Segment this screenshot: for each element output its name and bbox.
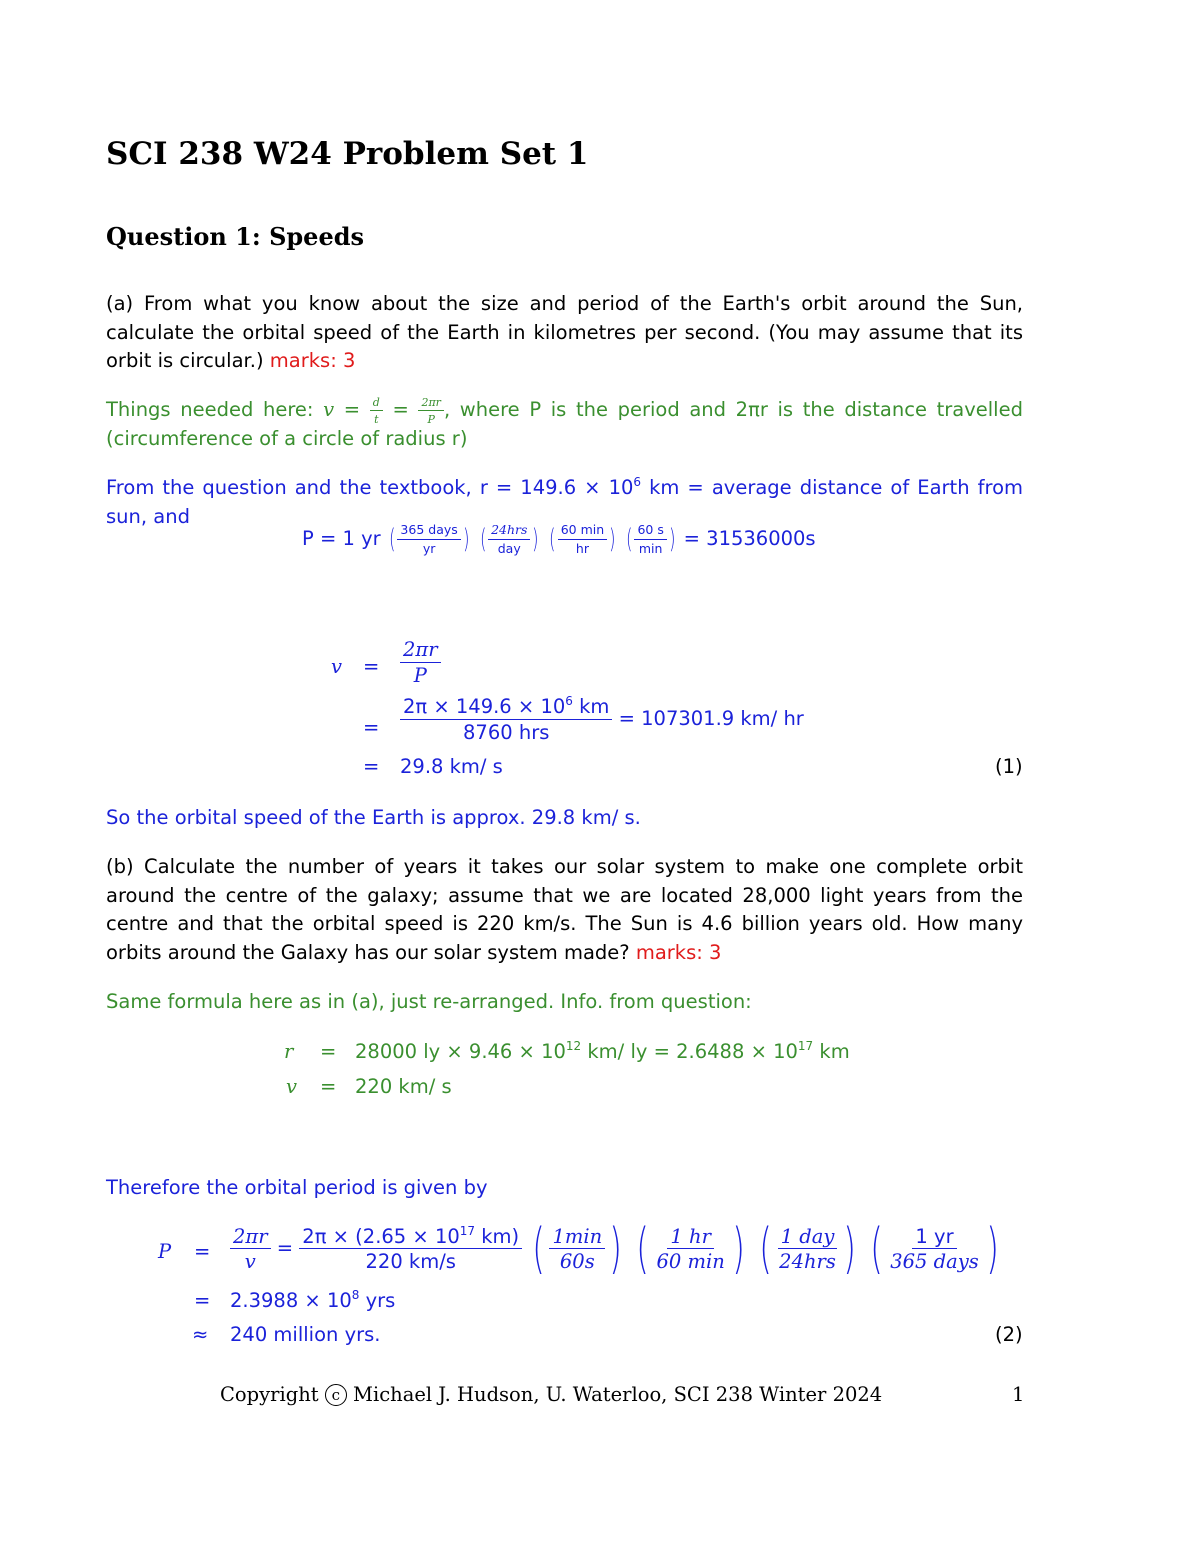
- part-a-question: [106, 290, 1023, 376]
- part-b-question: [106, 853, 1023, 967]
- part-a-hint: Things needed here: v = $\frac{d}{t}$ = $\frac{2\pi r}{P}$ , where P is the period and 2πr is the distance travelled (circumference of a circle of radius r): [106, 395, 1023, 450]
- conv-frac-4: $\frac{1 yr}{\text{365 days}}$: [890, 1224, 979, 1273]
- part-a-marks: marks: 3: [269, 349, 356, 372]
- v-step-2-result: = 107301.9 km/ hr: [618, 707, 804, 730]
- p-result-2: 240 million yrs.: [230, 1323, 381, 1346]
- eq-sign-2: =: [363, 716, 380, 739]
- question-heading: Question 1: Speeds: [106, 222, 365, 251]
- document-title: SCI 238 W24 Problem Set 1: [106, 136, 589, 172]
- v-label: v: [331, 655, 343, 678]
- part-b-marks: marks: 3: [635, 940, 722, 964]
- part-b-question-text: (b) Calculate the number of years it takes our solar system to make one complete orbit around the centre of the galaxy; assume that we are located 28,000 light years from the centre and that the orbital speed is 220 km/s. The Sun is 4.6 billion years old. How many orbits around the Galaxy has our solar system made?: [106, 855, 1023, 964]
- v-step-1: $\frac{2\pi r}{P}$: [400, 640, 441, 685]
- footer-copyright: Copyright c Michael J. Hudson, U. Waterloo, SCI 238 Winter 2024: [220, 1383, 883, 1406]
- v-eq-sign-b: =: [320, 1075, 337, 1098]
- r-eq-sign: =: [320, 1040, 337, 1063]
- given-line: From the question and the textbook, r = 149.6 × 10: [106, 476, 634, 499]
- part-b-hint: Same formula here as in (a), just re-arranged. Info. from question:: [106, 990, 752, 1013]
- v-step-2: $\frac{2\pi \times 149.6 \times 10^6 km}{\text{8760 hrs}}$ = 107301.9 km/ hr: [400, 697, 804, 742]
- page-number: 1: [1012, 1383, 1025, 1406]
- footer-credit: Michael J. Hudson, U. Waterloo, SCI 238 Winter 2024: [353, 1383, 883, 1406]
- p-label: P: [158, 1240, 172, 1263]
- part-b-intro: Therefore the orbital period is given by: [106, 1176, 488, 1199]
- period-equation: P = 1 yr ( $\frac{\text{365 days}}{yr}$ ) ( $\frac{\text{24hrs}}{\text{day}}$ ) ( $\frac{60 \min}{hr}$ ) ( $\frac{60 s}{\min}$ ) = 31536000s: [302, 522, 816, 556]
- hint-prefix: Things needed here:: [106, 398, 324, 421]
- period-frac-2: $\frac{\text{24hrs}}{\text{day}}$: [488, 524, 530, 555]
- period-result: = 31536000s: [683, 527, 816, 550]
- copyright-icon: c: [325, 1384, 347, 1406]
- p-frac-2: $\frac{2\pi \times (2.65 \times 10^{17} km)}{220 km/s}$: [299, 1227, 522, 1272]
- approx-sign: ≈: [192, 1323, 209, 1346]
- v-step-3: 29.8 km/ s: [400, 755, 503, 778]
- v-label-b: v: [286, 1075, 298, 1098]
- part-a-question-text: (a) From what you know about the size and period of the Earth's orbit around the Sun, calculate the orbital speed of the Earth in kilometres per second. (You may assume that its orbit is circular.): [106, 292, 1023, 372]
- given-tail: km = average distance of Earth from sun, and: [106, 476, 1023, 528]
- conv-frac-1: $\frac{1\min}{60s}$: [549, 1227, 605, 1272]
- period-frac-1: $\frac{\text{365 days}}{yr}$: [397, 524, 460, 555]
- period-lhs: P = 1 yr: [302, 527, 381, 550]
- 2pir-over-p: $\frac{2\pi r}{P}$: [418, 397, 444, 425]
- eq-sign-3: =: [363, 755, 380, 778]
- d-over-t: $\frac{d}{t}$: [370, 397, 383, 425]
- p-result-1: $2.3988 \times 10^8$ yrs: [230, 1288, 396, 1312]
- v-value-b: 220 km/ s: [355, 1075, 452, 1098]
- p-equation: $\frac{2\pi r}{v}$ = $\frac{2\pi \times (2.65 \times 10^{17} km)}{220 km/s}$ ( $\frac{1\min}{60s}$ ) ( $\frac{1 hr}{60 \min}$ ) ( $\frac{\text{1 day}}{\text{24hrs}}$ ) ( $\frac{1 yr}{\text{365 days}}$ ): [230, 1222, 1003, 1276]
- p-eq-sign-1: =: [194, 1240, 211, 1263]
- r-value: 28000 ly × $9.46 \times 10^{12}$ km/ ly = $2.6488 \times 10^{17}$ km: [355, 1039, 850, 1063]
- r-label: r: [284, 1040, 294, 1063]
- equation-number-1: (1): [995, 755, 1023, 778]
- p-eq-sign-2: =: [194, 1289, 211, 1312]
- p-frac-1: $\frac{2\pi r}{v}$: [230, 1227, 271, 1272]
- part-a-conclusion: So the orbital speed of the Earth is approx. 29.8 km/ s.: [106, 806, 641, 829]
- conv-frac-2: $\frac{1 hr}{60 \min}$: [656, 1224, 725, 1273]
- hint-suffix: , where P is the period and 2πr is the distance travelled (circumference of a circle of radius r): [106, 398, 1023, 450]
- given-exponent: 6: [633, 475, 642, 489]
- equation-number-2: (2): [995, 1323, 1023, 1346]
- conv-frac-3: $\frac{\text{1 day}}{\text{24hrs}}$: [779, 1224, 836, 1273]
- period-frac-4: $\frac{60 s}{\min}$: [634, 524, 666, 555]
- eq-sign-1: =: [363, 655, 380, 678]
- period-frac-3: $\frac{60 \min}{hr}$: [558, 524, 607, 555]
